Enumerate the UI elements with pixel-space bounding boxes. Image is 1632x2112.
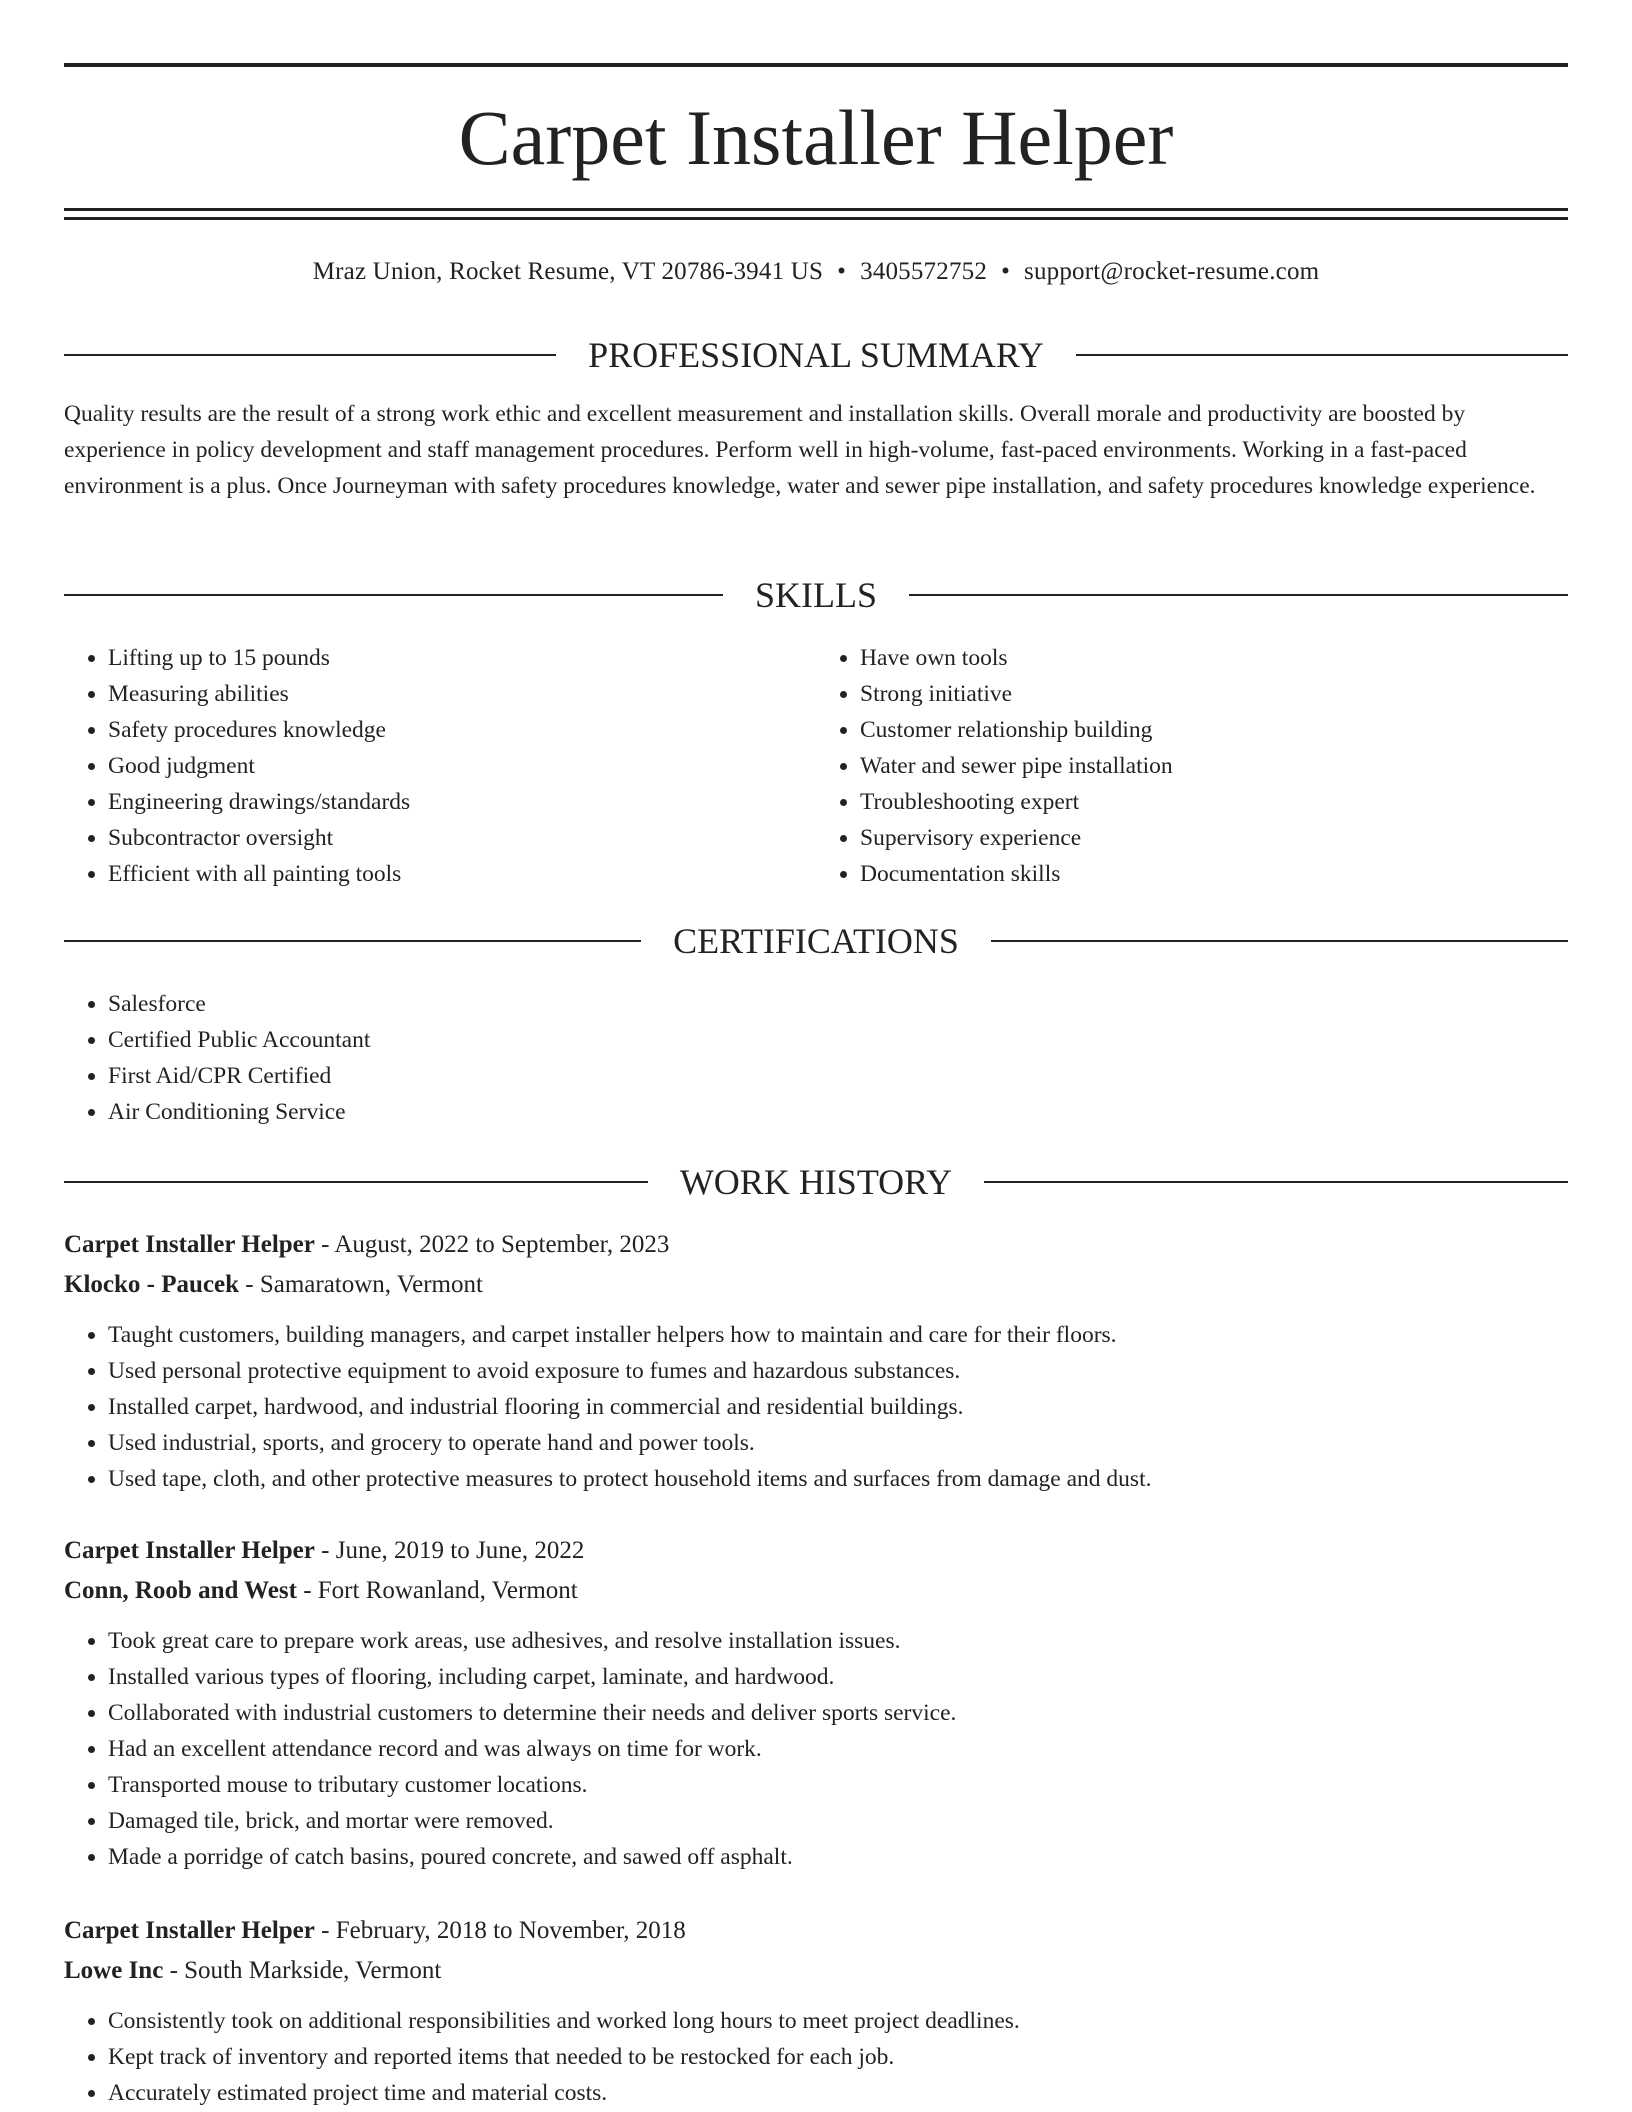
skill-item: • Customer relationship building <box>860 712 1568 748</box>
job-bullet-item: • Consistently took on additional responsibilities and worked long hours to meet project deadlines. <box>108 2003 1568 2039</box>
work-history-section-header <box>64 1157 1568 1207</box>
certification-item: • Air Conditioning Service <box>108 1094 1568 1130</box>
job-dates: June, 2019 to June, 2022 <box>335 1537 585 1564</box>
skill-item: • Water and sewer pipe installation <box>860 748 1568 784</box>
summary-text: Quality results are the result of a strong work ethic and excellent measurement and installation skills. Overall morale and productivity are boosted by experience in policy development and staff management procedures. Perform well in high-volume, fast-paced environments. Working in a fast-paced environment is a plus. Once Journeyman with safety procedures knowledge, water and sewer pipe installation, and safety procedures knowledge experience. <box>64 401 1536 499</box>
certification-item: • Salesforce <box>108 986 1568 1022</box>
skill-item: • Measuring abilities <box>108 676 816 712</box>
certification-item: • First Aid/CPR Certified <box>108 1058 1568 1094</box>
job-title-line: Carpet Installer Helper - August, 2022 to September, 2023 <box>64 1231 670 1258</box>
job-company-line: Conn, Roob and West - Fort Rowanland, Vermont <box>64 1577 578 1604</box>
job-location: Fort Rowanland, Vermont <box>317 1577 578 1604</box>
job-bullet-item: • Used industrial, sports, and grocery to operate hand and power tools. <box>108 1425 1568 1461</box>
skill-item: • Supervisory experience <box>860 820 1568 856</box>
header-top-rule <box>64 63 1568 67</box>
job-company-line: Lowe Inc - South Markside, Vermont <box>64 1957 442 1984</box>
certification-item: • Certified Public Accountant <box>108 1022 1568 1058</box>
job-dates: August, 2022 to September, 2023 <box>334 1231 670 1258</box>
summary-section-header <box>64 330 1568 380</box>
certifications-heading: CERTIFICATIONS <box>673 921 959 961</box>
contact-line <box>64 252 1568 292</box>
certifications-section-header <box>64 916 1568 966</box>
job-company-line: Klocko - Paucek - Samaratown, Vermont <box>64 1271 483 1298</box>
skills-heading: SKILLS <box>755 575 878 615</box>
job-title-line: Carpet Installer Helper - February, 2018 to November, 2018 <box>64 1917 686 1944</box>
skill-item: • Engineering drawings/standards <box>108 784 816 820</box>
section-rule-left <box>64 940 641 942</box>
job-location: South Markside, Vermont <box>184 1957 442 1984</box>
job-entry <box>64 1531 1568 1875</box>
header-double-rule <box>64 208 1568 220</box>
skill-item: • Troubleshooting expert <box>860 784 1568 820</box>
job-bullet-item: • Used tape, cloth, and other protective measures to protect household items and surfaces from damage and dust. <box>108 1461 1568 1497</box>
skills-list-left <box>64 640 816 892</box>
contact-address: Mraz Union, Rocket Resume, VT 20786-3941 US <box>312 258 824 285</box>
job-entry <box>64 1911 1568 2111</box>
job-bullet-item: • Used personal protective equipment to avoid exposure to fumes and hazardous substances. <box>108 1353 1568 1389</box>
work-history-heading: WORK HISTORY <box>679 1162 953 1202</box>
job-bullet-item: • Taught customers, building managers, and carpet installer helpers how to maintain and care for their floors. <box>108 1317 1568 1353</box>
job-bullet-item: • Installed carpet, hardwood, and industrial flooring in commercial and residential buildings. <box>108 1389 1568 1425</box>
job-bullet-list <box>64 1623 1568 1875</box>
section-rule-right <box>909 594 1568 596</box>
skill-item: • Subcontractor oversight <box>108 820 816 856</box>
job-title: Carpet Installer Helper <box>64 1231 315 1258</box>
job-company: Klocko - Paucek <box>64 1271 239 1298</box>
job-dates: February, 2018 to November, 2018 <box>335 1917 686 1944</box>
resume-name: Carpet Installer Helper <box>458 94 1174 181</box>
skill-item: • Good judgment <box>108 748 816 784</box>
skills-column-left <box>64 640 816 892</box>
skills-column-right <box>816 640 1568 892</box>
summary-heading: PROFESSIONAL SUMMARY <box>588 335 1044 375</box>
section-rule-left <box>64 594 723 596</box>
skill-item: • Safety procedures knowledge <box>108 712 816 748</box>
contact-phone: 3405572752 <box>860 258 988 285</box>
job-bullet-item: • Made a porridge of catch basins, poured concrete, and sawed off asphalt. <box>108 1839 1568 1875</box>
contact-separator: • <box>837 258 847 285</box>
job-company: Lowe Inc <box>64 1957 164 1984</box>
section-rule-right <box>984 1181 1568 1183</box>
job-title: Carpet Installer Helper <box>64 1917 315 1944</box>
job-bullet-item: • Kept track of inventory and reported items that needed to be restocked for each job. <box>108 2039 1568 2075</box>
skill-item: • Efficient with all painting tools <box>108 856 816 892</box>
skills-list-right <box>816 640 1568 892</box>
skill-item: • Have own tools <box>860 640 1568 676</box>
job-bullet-item: • Installed various types of flooring, including carpet, laminate, and hardwood. <box>108 1659 1568 1695</box>
skills-columns <box>64 640 1568 892</box>
certifications-block <box>64 986 1568 1130</box>
job-bullet-item: • Accurately estimated project time and material costs. <box>108 2075 1568 2111</box>
job-bullet-item: • Took great care to prepare work areas, use adhesives, and resolve installation issues. <box>108 1623 1568 1659</box>
section-rule-right <box>991 940 1568 942</box>
skill-item: • Documentation skills <box>860 856 1568 892</box>
job-bullet-item: • Transported mouse to tributary customer locations. <box>108 1767 1568 1803</box>
job-bullet-list <box>64 2003 1568 2111</box>
job-bullet-item: • Had an excellent attendance record and was always on time for work. <box>108 1731 1568 1767</box>
section-rule-left <box>64 1181 648 1183</box>
skill-item: • Strong initiative <box>860 676 1568 712</box>
contact-separator: • <box>1001 258 1011 285</box>
job-company: Conn, Roob and West <box>64 1577 297 1604</box>
skill-item: • Lifting up to 15 pounds <box>108 640 816 676</box>
section-rule-right <box>1076 354 1568 356</box>
job-title-line: Carpet Installer Helper - June, 2019 to June, 2022 <box>64 1537 585 1564</box>
job-bullet-list <box>64 1317 1568 1497</box>
job-bullet-item: • Damaged tile, brick, and mortar were removed. <box>108 1803 1568 1839</box>
job-bullet-item: • Collaborated with industrial customers to determine their needs and deliver sports service. <box>108 1695 1568 1731</box>
job-entry <box>64 1225 1568 1497</box>
job-title: Carpet Installer Helper <box>64 1537 315 1564</box>
job-location: Samaratown, Vermont <box>259 1271 483 1298</box>
contact-email: support@rocket-resume.com <box>1024 258 1320 285</box>
certifications-list <box>64 986 1568 1130</box>
section-rule-left <box>64 354 556 356</box>
skills-section-header <box>64 570 1568 620</box>
